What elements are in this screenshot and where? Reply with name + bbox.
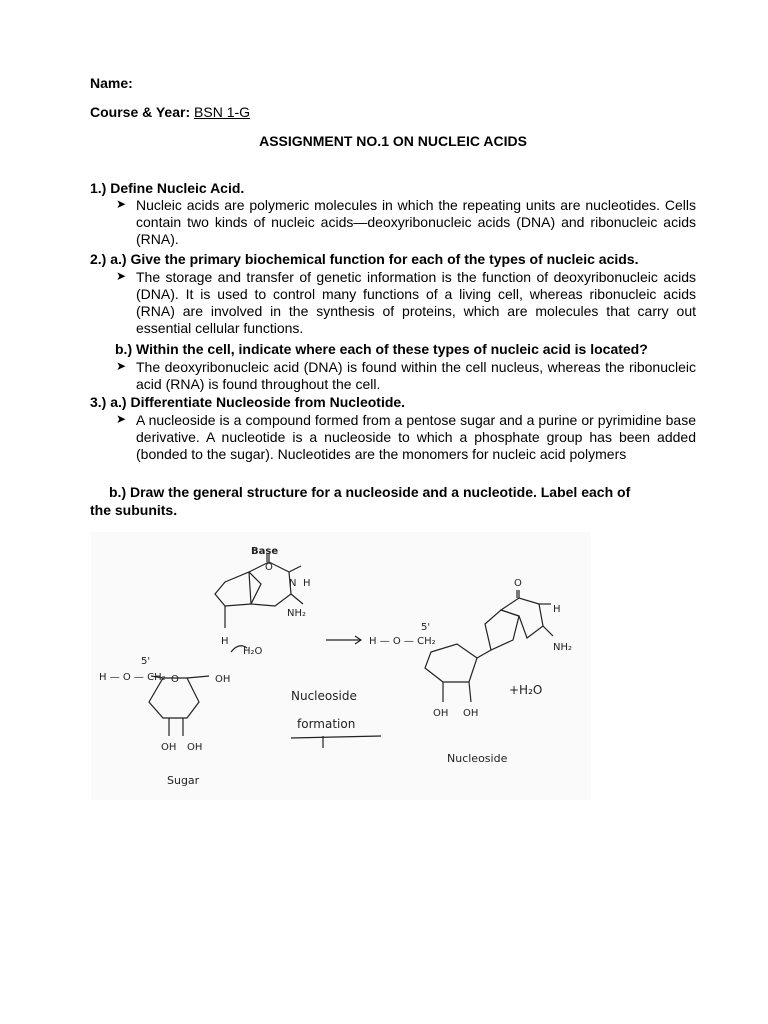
nucleoside-label: Nucleoside — [447, 752, 508, 765]
pyrimidine-ring-right — [501, 598, 543, 638]
formation-line1: Nucleoside — [291, 689, 357, 703]
answer-2b-text: The deoxyribonucleic acid (DNA) is found within the cell nucleus, whereas the ribonucleic acid (RNA) is found throughout the cell. — [136, 359, 696, 392]
carbonyl-o-right: O — [514, 578, 522, 589]
oh-2-right: OH — [433, 708, 449, 719]
formation-line2: formation — [297, 717, 356, 731]
nh2-right: NH₂ — [553, 642, 573, 653]
ring-o-left: O — [171, 674, 179, 685]
five-prime-left: 5' — [141, 656, 151, 667]
question-3b-line2: the subunits. — [90, 502, 178, 518]
question-1: 1.) Define Nucleic Acid. — [90, 180, 245, 196]
h-base-left: H — [221, 636, 229, 647]
question-3a: 3.) a.) Differentiate Nucleoside from Nucleotide. — [90, 394, 406, 410]
h-left: H — [303, 578, 311, 589]
answer-1-text: Nucleic acids are polymeric molecules in which the repeating units are nucleotides. Cells contain two kinds of nucleic acids—deoxyribonucleic acids (DNA) and ribonucleic acids (RNA). — [136, 197, 696, 247]
arrow-bullet-icon: ➤ — [116, 197, 127, 211]
h-right: H — [553, 604, 561, 615]
sugar-label: Sugar — [167, 774, 200, 787]
nucleoside-drawing — [91, 532, 591, 800]
answer-1 — [116, 197, 696, 248]
five-prime-right: 5' — [421, 622, 431, 633]
ho-ch2-right: H — O — CH₂ — [369, 636, 436, 647]
answer-2a-text: The storage and transfer of genetic information is the function of deoxyribonucleic acids (DNA). It is used to control many functions of a living cell, whereas ribonucleic acids (RNA) are involved in the synthesis of proteins, which are molecules that carry out essential cellular functions. — [136, 269, 696, 336]
answer-3a — [116, 412, 696, 463]
purine-ring-left — [215, 572, 261, 606]
oh-3-right: OH — [463, 708, 479, 719]
arrow-bullet-icon: ➤ — [116, 359, 127, 373]
course-line — [90, 104, 250, 120]
name-label: Name: — [90, 75, 133, 91]
water-product: +H₂O — [509, 683, 543, 697]
nucleoside-formation-figure — [91, 532, 591, 800]
question-2b: b.) Within the cell, indicate where each of these types of nucleic acid is located? — [115, 341, 648, 357]
course-value: BSN 1-G — [194, 104, 251, 120]
oh-3-left: OH — [187, 742, 203, 753]
answer-2b — [116, 359, 696, 393]
sugar-ring-right — [425, 644, 477, 682]
page-title: ASSIGNMENT NO.1 ON NUCLEIC ACIDS — [259, 133, 527, 149]
question-3b-line1: b.) Draw the general structure for a nucleoside and a nucleotide. Label each of — [109, 484, 631, 500]
question-2a: 2.) a.) Give the primary biochemical function for each of the types of nucleic acids. — [90, 251, 639, 267]
arrow-bullet-icon: ➤ — [116, 412, 127, 426]
answer-2a — [116, 269, 696, 337]
oh-2-left: OH — [161, 742, 177, 753]
arrow-bullet-icon: ➤ — [116, 269, 127, 283]
n-h-left: N — [289, 578, 297, 589]
answer-3a-text: A nucleoside is a compound formed from a pentose sugar and a purine or pyrimidine base derivative. A nucleotide is a nucleoside to which a phosphate group has been added (bonded to the sugar). Nucleotides are the monomers for nucleic acid polymers — [136, 412, 696, 462]
course-label: Course & Year: — [90, 104, 191, 120]
oh-anomeric-left: OH — [215, 674, 231, 685]
water-out: H₂O — [243, 646, 263, 657]
ho-ch2-left: H — O — CH₂ — [99, 672, 166, 683]
nh2-left: NH₂ — [287, 608, 307, 619]
carbonyl-o-left: O — [265, 562, 273, 573]
base-label: Base — [251, 546, 279, 557]
purine-ring-right — [485, 610, 519, 650]
